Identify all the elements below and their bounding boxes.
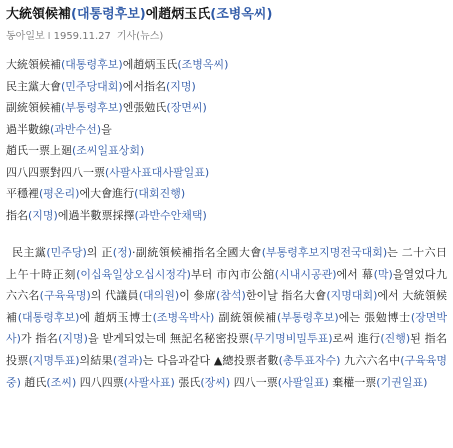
meta-separator: I (47, 31, 51, 42)
article-meta (6, 30, 447, 44)
hangul-reading: (과반수안채택) (134, 208, 207, 222)
article-title: 大統領候補(대통령후보)에趙炳玉氏(조병옥씨) (6, 7, 273, 22)
hangul-reading: (조병옥씨) (210, 7, 273, 22)
hangul-reading: (구육육명) (39, 289, 91, 303)
hangul-reading: (기권일표) (376, 375, 428, 389)
summary-line: 指名(지명)에過半數票採擇(과반수안채택) (6, 208, 207, 222)
summary-line: 平穩裡(평온리)에大會進行(대회진행) (6, 187, 186, 200)
hangul-reading: (지명) (58, 332, 88, 346)
summary-line: 過半數線(과반수선)을 (6, 122, 112, 136)
hangul-reading: (사팔일표) (277, 375, 329, 389)
hangul-reading: (정) (112, 246, 132, 259)
summary-line: 民主黨大會(민주당대회)에서指名(지명) (6, 79, 196, 93)
hangul-reading: (참석) (216, 289, 246, 303)
article-body: 民主黨(민주당)의 正(정)·副統領候補指名全國大會(부통령후보지명전국대회)는 二十六日上午十時正刻(이십육일상오십시정각)부터 市內市公舘(시내시공관)에서 幕(막)을열었다九六六名(구육육명)의 代議員(대의원)이 參席(참석)한이날 指名大會(지명대회)에서 大統領候補(대통령후보)에 趙炳玉博士(조병옥박사) 副統領候補(부통령후보)에는 張勉博士(장면박사)가 指名(지명)을 받게되었는데 無記名秘密投票(무기명비밀투표)로써 進行(진행)된 指名投票(지명투표)의結果(결과)는 다음과같다 ▲總投票者數(총투표자수) 九六六名中(구육육명중) 趙氏(조씨) 四八四票(사팔사표) 張氏(장씨) 四八一票(사팔일표) 棄權一票(기권일표) (6, 246, 448, 389)
hangul-reading: (지명투표) (28, 353, 80, 367)
hangul-reading: (대회진행) (134, 187, 186, 200)
article-date: 1959.11.27 (53, 31, 111, 42)
hangul-reading: (조병옥박사) (152, 310, 215, 324)
hangul-reading: (민주당) (46, 246, 87, 259)
hangul-reading: (이십육일상오십시정각) (76, 267, 191, 281)
summary-line: 趙氏一票上廻(조씨일표상회) (6, 144, 145, 157)
article-summary (6, 54, 447, 226)
hangul-reading: (조씨일표상회) (72, 144, 145, 157)
hangul-reading: (과반수선) (50, 122, 102, 136)
hangul-reading: (진행) (380, 332, 411, 346)
hangul-reading: (조씨) (46, 375, 77, 389)
article-section: 기사(뉴스) (116, 31, 164, 42)
hangul-reading: (부통령후보) (276, 310, 339, 324)
hangul-reading: (막) (373, 267, 393, 281)
hangul-reading: (사팔사표) (123, 375, 175, 389)
hangul-reading: (시내시공관) (274, 267, 337, 281)
hangul-reading: (대의원) (138, 289, 180, 303)
article-source[interactable]: 동아일보 (6, 31, 45, 42)
hangul-reading: (지명) (28, 208, 58, 222)
hangul-reading: (지명대회) (326, 289, 378, 303)
hangul-reading: (무기명비밀투표) (249, 332, 333, 346)
hangul-reading: (부통령후보지명전국대회) (261, 246, 388, 259)
hangul-reading: (사팔사표대사팔일표) (105, 165, 210, 179)
hangul-reading: (지명) (165, 79, 196, 93)
hangul-reading: (대통령후보) (17, 310, 80, 324)
hangul-reading: (부통령후보) (61, 101, 123, 114)
summary-line: 大統領候補(대통령후보)에趙炳玉氏(조병옥씨) (6, 58, 229, 71)
hangul-reading: (구육육명중) (6, 353, 448, 389)
hangul-reading: (장씨) (200, 375, 231, 389)
hangul-reading: (결과) (112, 353, 143, 367)
hangul-reading: (민주당대회) (61, 79, 123, 93)
hangul-reading: (대통령후보) (61, 58, 123, 71)
hangul-reading: (대통령후보) (71, 7, 146, 22)
hangul-reading: (장면박사) (6, 310, 448, 346)
hangul-reading: (장면씨) (166, 101, 207, 114)
hangul-reading: (평온리) (39, 187, 80, 200)
summary-line: 四八四票對四八一票(사팔사표대사팔일표) (6, 165, 210, 179)
summary-line: 副統領候補(부통령후보)엔張勉氏(장면씨) (6, 101, 207, 114)
hangul-reading: (조병옥씨) (177, 58, 229, 71)
hangul-reading: (총투표자수) (278, 353, 341, 367)
